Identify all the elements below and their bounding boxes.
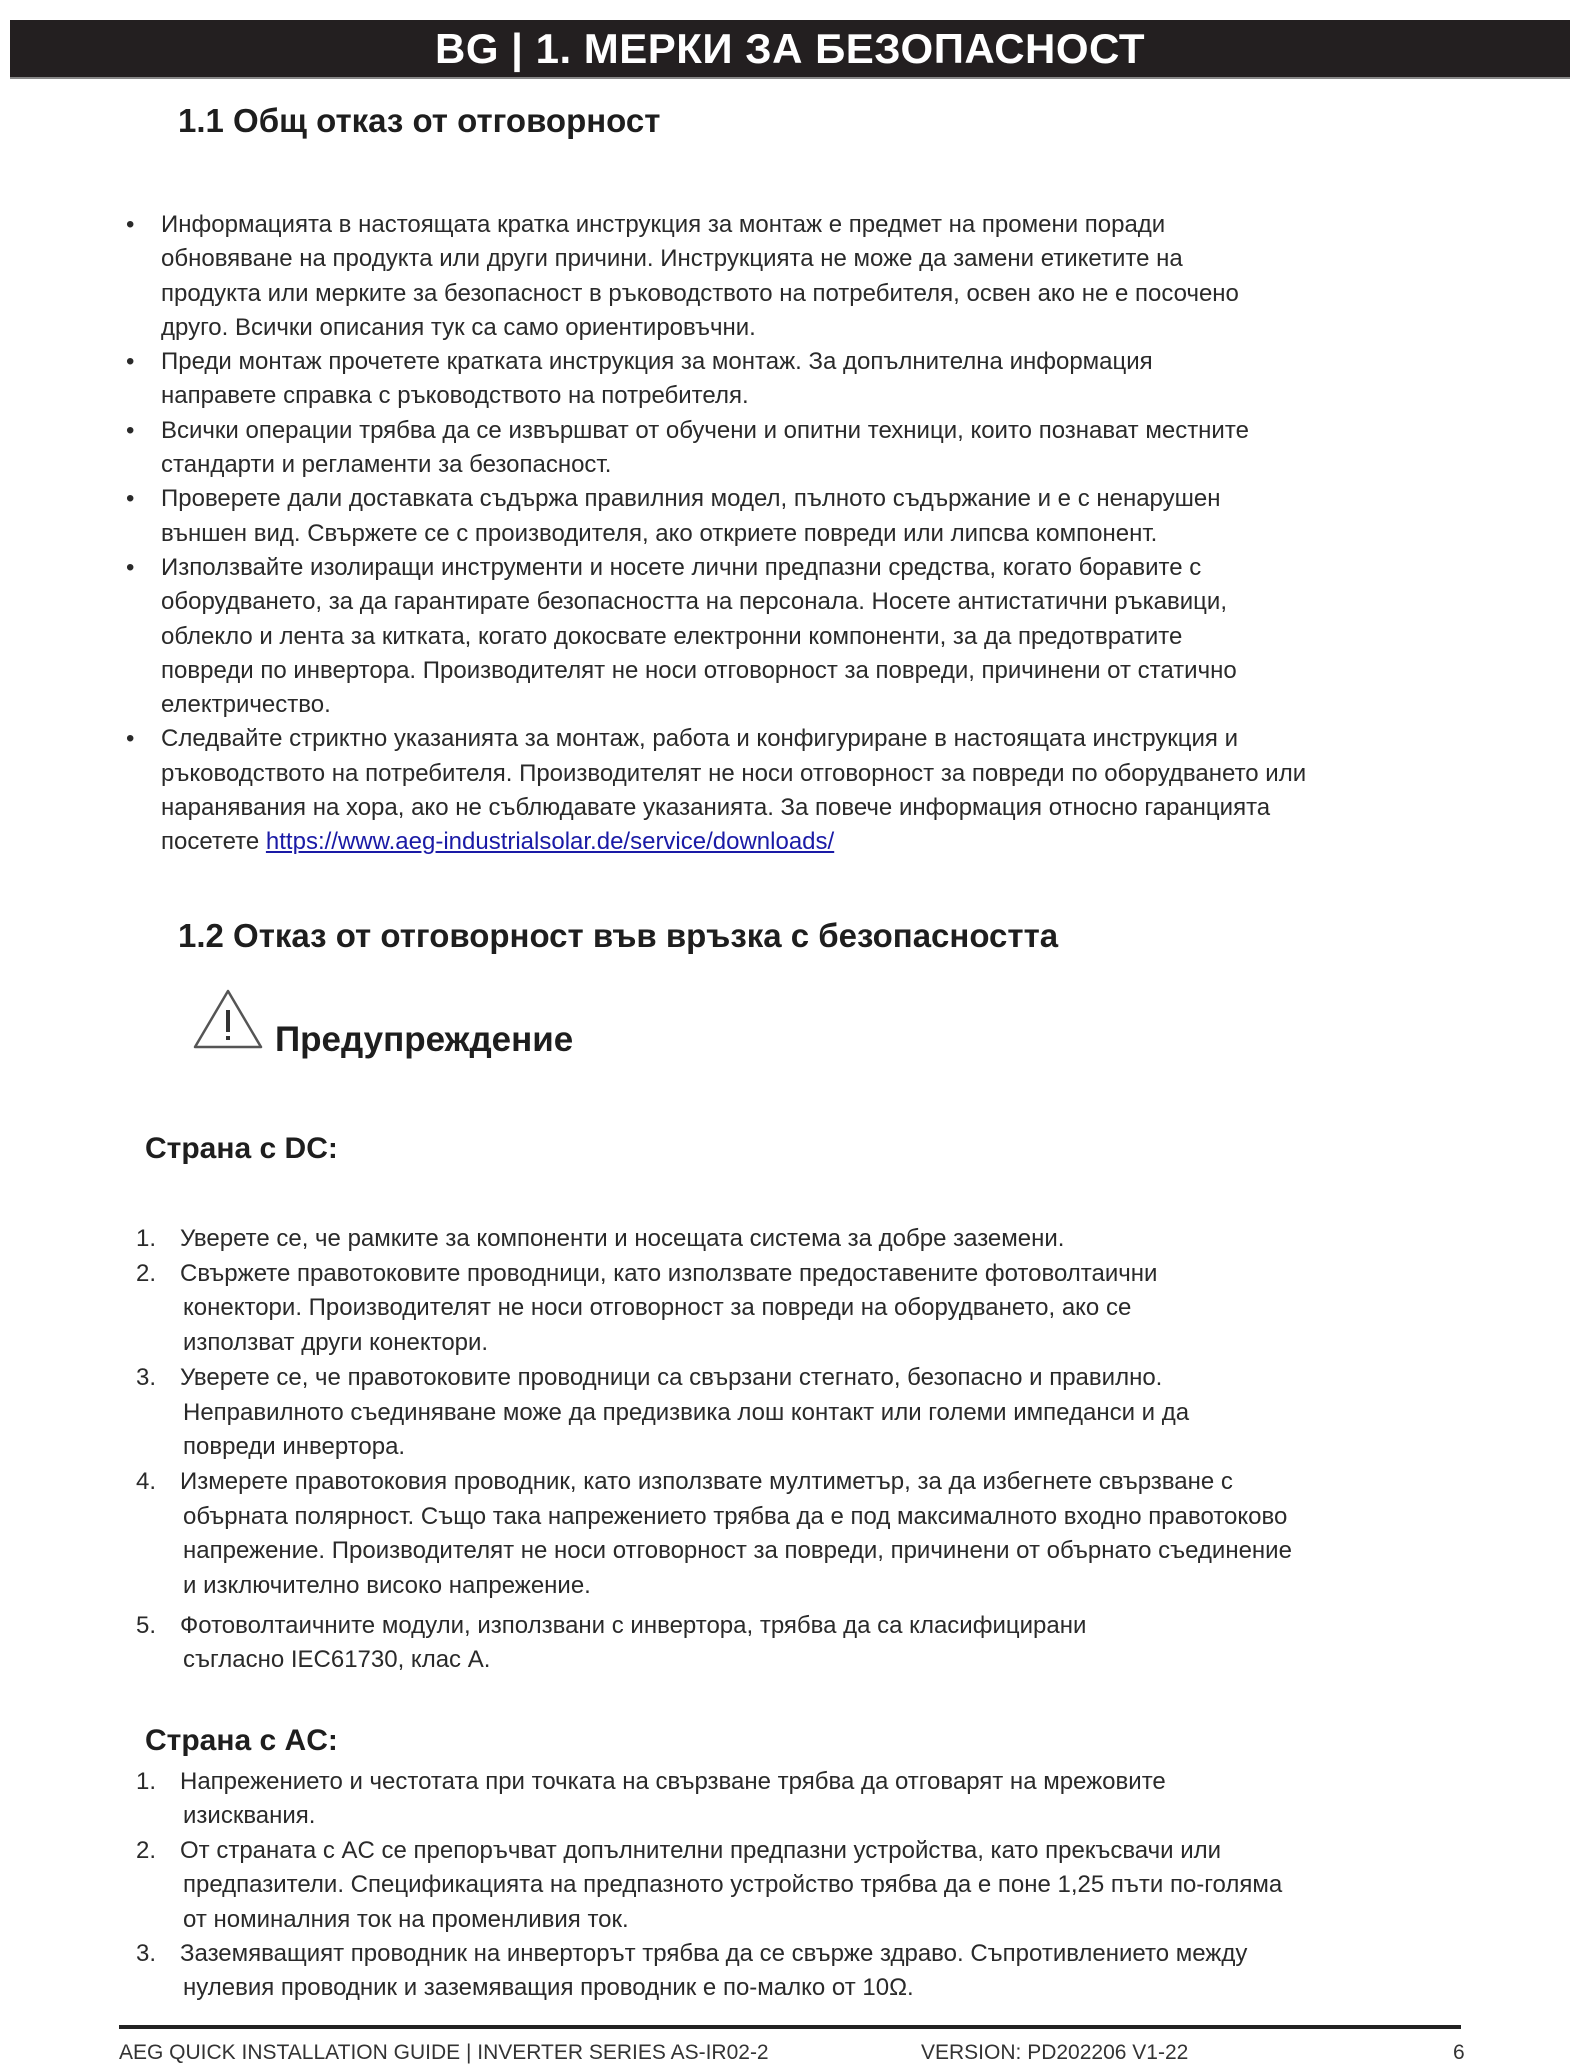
text-line: облекло и лента за китката, когато докосвате електронни компоненти, за да предотвратите: [161, 622, 1183, 650]
text-line: Свържете правотоковите проводници, като използвате предоставените фотоволтаични: [180, 1259, 1158, 1287]
ac-side-list: [136, 1765, 1282, 2006]
bullet-marker: •: [126, 485, 135, 513]
text-line: конектори. Производителят не носи отговорност за повреди на оборудването, ако се: [183, 1294, 1132, 1322]
section-1-1-heading: 1.1 Общ отказ от отговорност: [178, 102, 661, 139]
bullet-marker: •: [126, 416, 135, 444]
page-number: 6: [1453, 2041, 1465, 2064]
text-line: стандарти и регламенти за безопасност.: [161, 451, 612, 479]
text-line: оборудването, за да гарантирате безопасността на персонала. Носете антистатични ръкавици,: [161, 588, 1227, 616]
text-line: обърната полярност. Също така напрежението трябва да е под максималното входно правотоково: [183, 1502, 1288, 1530]
disclaimer-bullet-list: [126, 208, 1306, 860]
text-line: предпазители. Спецификацията на предпазното устройство трябва да е поне 1,25 пъти по-голяма: [183, 1871, 1283, 1899]
text-line: от номиналния ток на променливия ток.: [183, 1905, 629, 1933]
footer-divider: [119, 2025, 1461, 2029]
warning-icon: [192, 988, 264, 1055]
list-item: [126, 551, 1306, 722]
text-line: наранявания на хора, ако не съблюдавате указанията. За повече информация относно гаранцията: [161, 794, 1271, 822]
text-line: друго. Всички описания тук са само ориентировъчни.: [161, 313, 756, 341]
text-line: Уверете се, че рамките за компоненти и носещата система за добре заземени.: [180, 1225, 1065, 1252]
item-number: 2.: [136, 1259, 157, 1287]
text-line: Проверете дали доставката съдържа правилния модел, пълното съдържание и е с ненарушен: [161, 485, 1221, 513]
text-line: Информацията в настоящата кратка инструкция за монтаж е предмет на промени поради: [161, 211, 1166, 238]
bullet-marker: •: [126, 725, 135, 753]
list-item: [136, 1222, 1292, 1257]
text-line: използват други конектори.: [183, 1329, 489, 1357]
bullet-marker: •: [126, 211, 135, 238]
text-line: От страната с AC се препоръчват допълнителни предпазни устройства, като прекъсвачи или: [180, 1836, 1222, 1864]
item-number: 3.: [136, 1940, 157, 1968]
text-line: повреди по инвертора. Производителят не носи отговорност за повреди, причинени от статично: [161, 656, 1237, 684]
link-prefix: посетете: [161, 828, 266, 856]
text-line: Неправилното съединяване може да предизвика лош контакт или големи импеданси и да: [183, 1398, 1190, 1426]
list-item: [136, 1609, 1292, 1678]
text-line: направете справка с ръководството на потребителя.: [161, 382, 749, 410]
section-1-2-heading: 1.2 Отказ от отговорност във връзка с безопасността: [178, 917, 1059, 954]
footer-guide-title: AEG QUICK INSTALLATION GUIDE | INVERTER SERIES AS-IR02-2: [119, 2041, 769, 2064]
text-line: Уверете се, че правотоковите проводници са свързани стегнато, безопасно и правилно.: [180, 1363, 1163, 1391]
footer-version: VERSION: PD202206 V1-22: [921, 2041, 1189, 2064]
item-number: 3.: [136, 1363, 157, 1391]
text-line: Използвайте изолиращи инструменти и носете лични предпазни средства, когато боравите с: [161, 553, 1202, 581]
text-line: нулевия проводник и заземяващия проводник е по-малко от 10Ω.: [183, 1974, 914, 2002]
item-number: 4.: [136, 1467, 157, 1495]
text-line: повреди инвертора.: [183, 1433, 406, 1461]
text-line: Преди монтаж прочетете кратката инструкция за монтаж. За допълнителна информация: [161, 348, 1153, 376]
text-line: Всички операции трябва да се извършват от обучени и опитни техници, които познават местните: [161, 416, 1249, 444]
text-line: Заземяващият проводник на инверторът трябва да се свърже здраво. Съпротивлението между: [180, 1940, 1248, 1968]
downloads-link[interactable]: https://www.aeg-industrialsolar.de/service/downloads/: [265, 828, 835, 856]
item-number: 1.: [136, 1768, 157, 1795]
text-line: електричество.: [161, 691, 331, 719]
text-line: Измерете правотоковия проводник, като използвате мултиметър, за да избегнете свързване с: [180, 1467, 1233, 1495]
ac-side-heading: Страна с AC:: [145, 1724, 338, 1757]
text-line: обновяване на продукта или други причини. Инструкцията не може да замени етикетите на: [161, 245, 1183, 273]
text-line: съгласно IEC61730, клас A.: [183, 1646, 491, 1674]
item-number: 2.: [136, 1836, 157, 1864]
text-line: Напрежението и честотата при точката на свързване трябва да отговарят на мрежовите: [180, 1768, 1166, 1795]
list-item: [126, 414, 1306, 483]
item-number: 1.: [136, 1225, 157, 1252]
bullet-marker: •: [126, 553, 135, 581]
warning-label: Предупреждение: [275, 1020, 574, 1059]
text-line: ръководството на потребителя. Производителят не носи отговорност за повреди по оборудването или: [161, 759, 1307, 787]
text-line: външен вид. Свържете се с производителя, ако откриете повреди или липсва компонент.: [161, 519, 1158, 547]
chapter-header-bar: [10, 20, 1570, 79]
list-item: [126, 208, 1306, 345]
chapter-title: BG | 1. МЕРКИ ЗА БЕЗОПАСНОСТ: [435, 24, 1145, 72]
text-line: напрежение. Производителят не носи отговорност за повреди, причинени от обърнато съединение: [183, 1537, 1292, 1565]
item-number: 5.: [136, 1611, 157, 1639]
list-item: [126, 482, 1306, 551]
list-item: [136, 1257, 1292, 1361]
list-item: [136, 1361, 1292, 1465]
text-line: [161, 825, 1306, 859]
text-line: Фотоволтаичните модули, използвани с инвертора, трябва да са класифицирани: [180, 1611, 1087, 1639]
bullet-marker: •: [126, 348, 135, 376]
text-line: Следвайте стриктно указанията за монтаж, работа и конфигуриране в настоящата инструкция и: [161, 725, 1238, 753]
list-item: [126, 345, 1306, 414]
list-item: [136, 1765, 1282, 1834]
list-item: [136, 1937, 1282, 2006]
text-line: и изключително високо напрежение.: [183, 1572, 591, 1600]
list-item: [136, 1465, 1292, 1604]
dc-side-list: [136, 1222, 1292, 1678]
text-line: изисквания.: [183, 1802, 316, 1830]
list-item: [136, 1834, 1282, 1937]
text-line: продукта или мерките за безопасност в ръководството на потребителя, освен ако не е посочено: [161, 279, 1239, 307]
dc-side-heading: Страна с DC:: [145, 1132, 338, 1165]
list-item: [126, 722, 1306, 859]
